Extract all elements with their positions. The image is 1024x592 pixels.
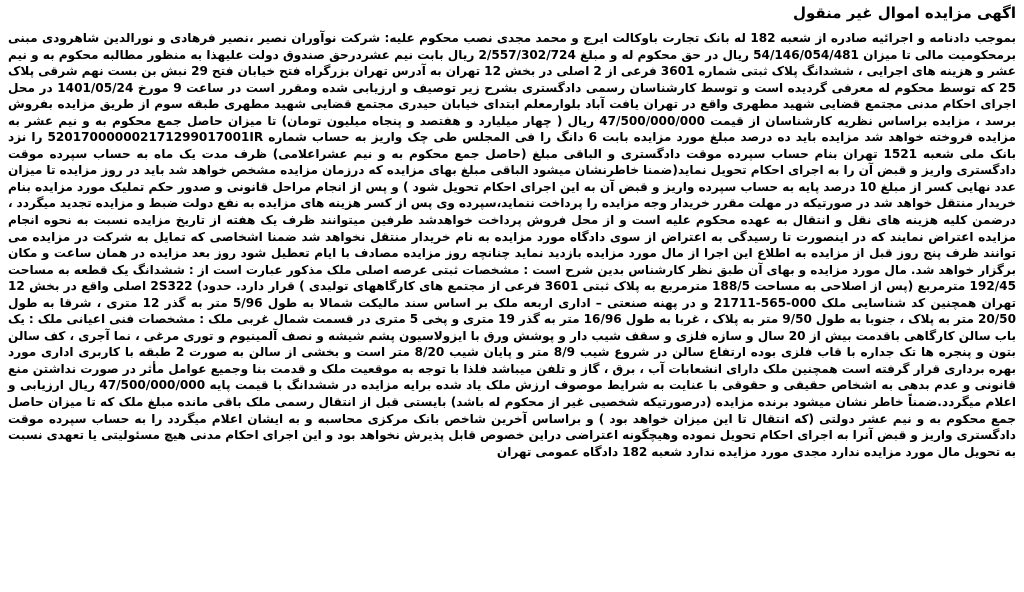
notice-title: اگهی مزایده اموال غیر منقول bbox=[792, 4, 1016, 22]
auction-notice bbox=[4, 2, 1020, 590]
notice-body: بموجب دادنامه و اجرائیه صادره از شعبه 182 له بانک تجارت باوکالت ایرج و محمد مجدی نصب محکوم علیه: شرکت نوآوران نصیر ،نصیر فرهادی و نورالدین شاهرودی مبنی برمحکومیت مالی تا میزان 54/146/054/481 ریال در حق محکوم له و مبلغ 2/557/302/724 ریال بابت نیم عشردرحق صندوق دولت علیهذا به منظور مطالبه محکوم به و نیم عشر و هزینه های اجرایی ، ششدانگ پلاک ثبتی شماره 3601 فرعی از 2 اصلی در بخش 12 تهران به آدرس تهران بزرگراه فتح خیابان فتح 29 نبش بن بست نهم شرقی پلاک 25 که توسط محکوم له معرفی گردیده است و توسط کارشناسان رسمی دادگستری بشرح زیر توصیف و ارزیابی شده ومقرر است در ساعت 9 مورخ 1401/05/24 در محل اجرای احکام مدنی مجتمع قضایی شهید مطهری واقع در تهران یافت آباد بلوارمعلم ابتدای خیابان حیدری مجتمع قضایی شهید مطهری طبقه سوم از طریق مزایده بفروش برسد ، مزایده براساس نظریه کارشناسان از قیمت 47/500/000/000 ریال ( چهار میلیارد و هفتصد و پنجاه میلیون تومان) تا میزان حاصل جمع محکوم به و نیم عشر به مزایده فروخته خواهد شد مزایده باید ده درصد مبلغ مورد مزایده بابت 6 دانگ را فی المجلس طی چک واریز به حساب شماره 520170000002171299017001IR را نزد بانک ملی شعبه 1521 تهران بنام حساب سپرده موقت دادگستری و الباقی مبلغ (حاصل جمع محکوم به و نیم عشراعلامی) ظرف مدت یک ماه به حساب سپرده موقت دادگستری واریز و قبض آن را به اجرای احکام تحویل نماید(ضمنا خاطرنشان میشود الباقی مبلغ بهای مزایده که درزمان مزایده مشخص خواهد شد باید در روز مزایده تا میزان عدد نهایی کسر از مبلغ 10 درصد پایه به حساب سپرده واریز و قبض آن به این اجرای احکام تحویل شود ) و پس از انجام مراحل قانونی و صدور حکم تملیک مورد مزایده بنام خریدار منتقل خواهد شد در صورتیکه در مهلت مقرر خریدار وجه مزایده را پرداخت ننماید،سپرده وی پس از کسر هزینه های مزایده به نفع دولت ضبط و مزایده تجدید میگردد ، درضمن کلیه هزینه های نقل و انتقال به عهده محکوم علیه است و از محل فروش پرداخت خواهدشد طرفین میتوانند ظرف یک هفته از تاریخ مزایده نسبت به نحوه انجام مزایده اعتراض نمایند که در اینصورت تا رسیدگی به اعتراض از سوی دادگاه مورد مزایده به نام خریدار منتقل نخواهد شد ضمنا اشخاصی که تمایل به شرکت در مزایده می توانند ظرف پنج روز قبل از مزایده به اطلاع این اجرا از مال مورد مزایده بازدید نماید چنانچه روز مزایده مصادف با ایام تعطیل شود روز بعد مزایده در همان ساعت و مکان برگزار خواهد شد. مال مورد مزایده و بهای آن طبق نظر کارشناس بدین شرح است : مشخصات ثبتی عرصه اصلی ملک مذکور عبارت است از : ششدانگ یک قطعه به مساحت 192/45 مترمربع (پس از اصلاحی به مساحت 188/5 مترمربع به پلاک ثبتی 3601 فرعی از مجتمع های کارگاههای تولیدی ) قرار دارد. حدود) 2S322 اصلی واقع در بخش 12 تهران همچنین کد شناسایی ملک 000-565-21711 و در پهنه صنعتی – اداری اربعه ملک بر اساس سند مالیکت شمالا به طول 5/96 متر به گذر 12 متری ، شرقا به طول 20/50 متر به پلاک ، جنوبا به طول 9/50 متر به پلاک ، غربا به طول 16/96 متر به گذر 19 متری و پخی 5 متری در قسمت شمال غربی ملک : مشخصات فنی اعیانی ملک : یک باب سالن کارگاهی باقدمت بیش از 20 سال و سازه فلزی و سقف شیب دار و پوشش ورق با ایزولاسیون پشم شیشه و نصف آلمینیوم و توری مرغی ، نما آجری ، کف سالن بتون و پنجره ها تک جداره با قاب فلزی بوده ارتفاع سالن در شروع شیب 8/9 متر و پایان شیب 8/20 متر است و بخشی از سالن به صورت 2 طبقه با کاربری اداری مورد بهره برداری قرار گرفته است همچنین ملک دارای انشعابات آب ، برق ، گاز و تلفن میباشد فلذا با توجه به موقعیت ملک و قدمت بنا وجمیع عوامل مأثر در صورت نداشتن منع قانونی و عدم بدهی به اشخاص حقیقی و حقوقی با عنایت به شرایط موصوف ارزش ملک یاد شده برایه مزایده در ششدانگ با قیمت پایه 47/500/000/000 ریال ارزیابی و اعلام میگردد.ضمناً خاطر نشان میشود برنده مزایده (درصورتیکه شخصیی غیر از محکوم له باشد) بایستی قبل از انتقال رسمی ملک باقی مانده مبلغ ملک که تا میزان حاصل جمع محکوم به و نیم عشر دولتی (که انتقال تا این میزان خواهد بود ) و براساس آخرین شاخص بانک مرکزی محاسبه و به ایشان اعلام میگردد را به حساب سپرده موقت دادگستری واریز و قبض آنرا به اجرای احکام تحویل نموده وهیچگونه اعتراضی دراین خصوص قابل پذیرش نخواهد بود و این اجرای احکام مدنی هیچ مسئولیتی یا تعهدی نسبت به تحویل مال مورد مزایده ندارد مجدی مورد مزایده ندارد شعبه 182 دادگاه عمومی تهران bbox=[8, 31, 1017, 459]
